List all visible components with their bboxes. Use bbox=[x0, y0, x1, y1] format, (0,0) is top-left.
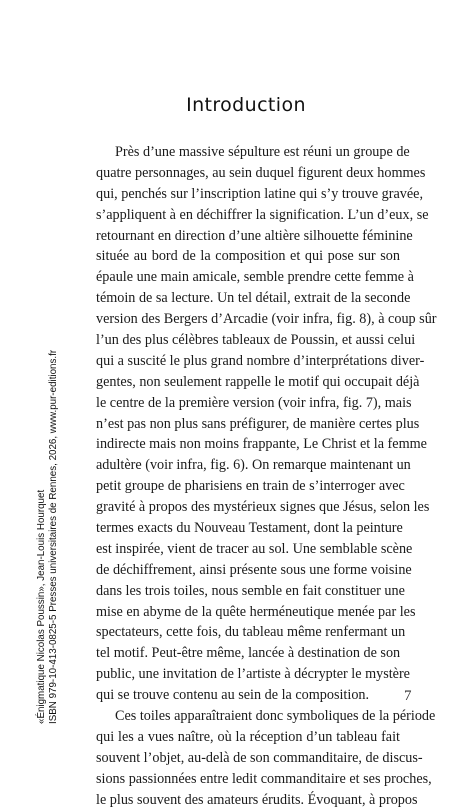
text-line: de déchiffrement, ainsi présente sous une forme voisine bbox=[96, 561, 412, 578]
text-line: est inspirée, vient de tracer au sol. Une semblable scène bbox=[96, 540, 413, 557]
text-line: située au bord de la composition et qui pose sur son bbox=[96, 248, 400, 265]
body-text bbox=[96, 142, 437, 811]
text-line: épaule une main amicale, semble prendre cette femme à bbox=[96, 269, 414, 286]
text-line: termes exacts du Nouveau Testament, dont la peinture bbox=[96, 520, 403, 537]
margin-note-line: «Énigmatique Nicolas Poussin», Jean-Louis Hourquet bbox=[36, 489, 47, 724]
text-line: sions passionnées entre ledit commanditaire et ses proches, bbox=[96, 770, 432, 787]
text-line: n’est pas non plus sans préfigurer, de manière certes plus bbox=[96, 415, 420, 432]
text-line: souvent l’objet, au-delà de son commanditaire, de discus- bbox=[96, 749, 423, 766]
text-line: gravité à propos des mystérieux signes que Jésus, selon les bbox=[96, 499, 430, 516]
text-line: Près d’une massive sépulture est réuni un groupe de bbox=[115, 144, 410, 160]
text-line: retournant en direction d’une altière silhouette féminine bbox=[96, 227, 413, 244]
text-line: gentes, non seulement rappelle le motif qui occupait déjà bbox=[96, 373, 420, 390]
side-margin-note bbox=[36, 349, 61, 724]
text-line: tel motif. Peut-être même, lancée à destination de son bbox=[96, 645, 401, 662]
page-number: 7 bbox=[404, 688, 412, 704]
text-line: quatre personnages, au sein duquel figurent deux hommes bbox=[96, 164, 426, 181]
text-line: s’appliquent à en déchiffrer la signification. L’un d’eux, se bbox=[96, 206, 429, 223]
text-line: le centre de la première version (voir infra, fig. 7), mais bbox=[96, 394, 412, 411]
text-line: petit groupe de pharisiens en train de s’interroger avec bbox=[96, 478, 405, 495]
text-line: l’un des plus célèbres tableaux de Poussin, et aussi celui bbox=[96, 332, 416, 349]
margin-note-line: ISBN 979-10-413-0825-5 Presses universitaires de Rennes, 2026, www.pur-editions.fr bbox=[48, 349, 60, 724]
text-line: Ces toiles apparaîtraient donc symboliques de la période bbox=[115, 708, 436, 725]
text-line: version des Bergers d’Arcadie (voir infra, fig. 8), à coup sûr bbox=[96, 311, 437, 328]
text-line: qui, penchés sur l’inscription latine qui s’y trouve gravée, bbox=[96, 185, 424, 202]
text-line: qui les a vues naître, où la réception d’un tableau fait bbox=[96, 728, 400, 745]
text-line: public, une invitation de l’artiste à décrypter le mystère bbox=[96, 666, 410, 683]
text-line: mise en abyme de la quête herméneutique menée par les bbox=[96, 603, 416, 620]
text-line: témoin de sa lecture. Un tel détail, extrait de la seconde bbox=[96, 290, 411, 307]
text-line: indirecte mais non moins frappante, Le Christ et la femme bbox=[96, 436, 427, 453]
text-line: le plus souvent des amateurs érudits. Évoquant, à propos bbox=[96, 791, 418, 808]
text-line: qui se trouve contenu au sein de la composition. bbox=[96, 687, 370, 704]
text-line: adultère (voir infra, fig. 6). On remarque maintenant un bbox=[96, 457, 411, 474]
text-line: dans les trois toiles, nous semble en fait constituer une bbox=[96, 582, 405, 599]
text-line: qui a suscité le plus grand nombre d’interprétations diver- bbox=[96, 352, 425, 369]
text-line: spectateurs, cette fois, du tableau même renfermant un bbox=[96, 624, 406, 641]
page-title: Introduction bbox=[186, 94, 306, 116]
